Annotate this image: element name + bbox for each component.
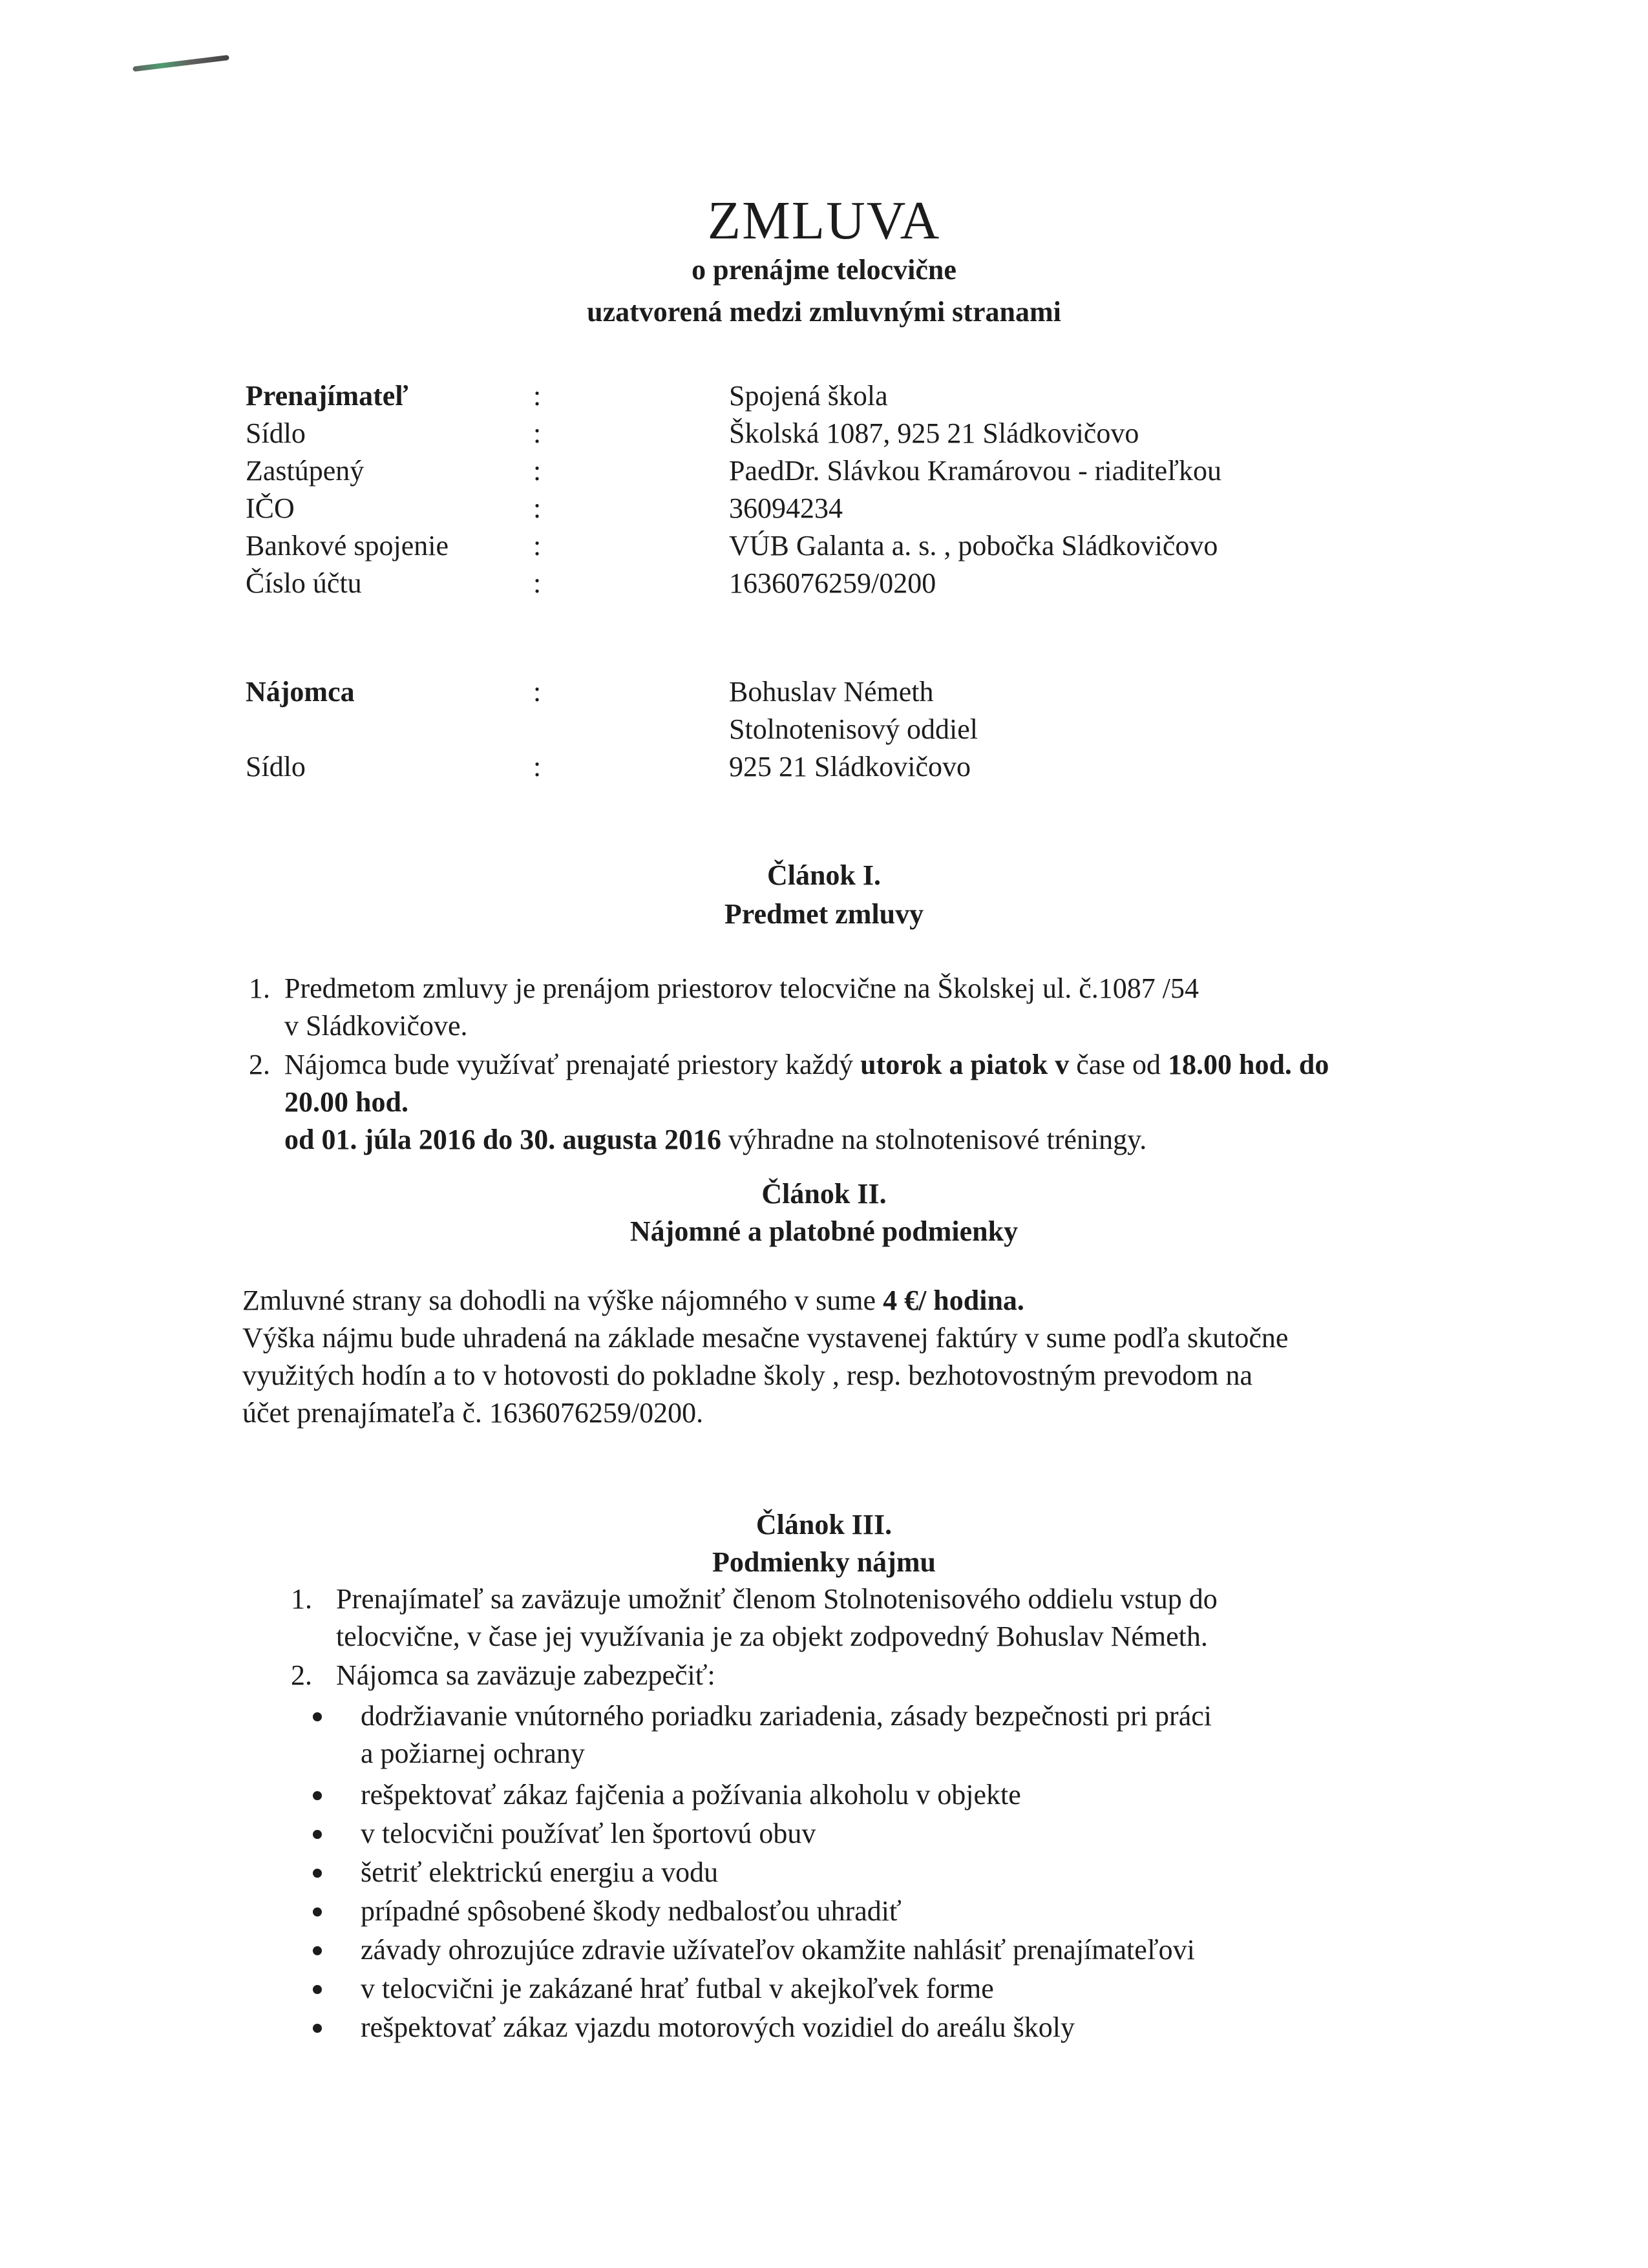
list-item: závady ohrozujúce zdravie užívateľov okamžite nahlásiť prenajímateľovi [361,1934,1195,1966]
bullet-icon [313,1830,322,1839]
rental-price: 4 €/ hodina. [883,1285,1024,1316]
landlord-seat-value: Školská 1087, 925 21 Sládkovičovo [729,417,1139,449]
list-item: dodržiavanie vnútorného poriadku zariadenia, zásady bezpečnosti pri práci [361,1700,1212,1732]
separator: : [533,676,542,708]
landlord-label: Prenajímateľ [246,380,408,412]
landlord-account-value: 1636076259/0200 [729,567,936,599]
article-1-point-number: 2. [249,1049,270,1080]
separator: : [533,380,542,412]
article-1-point-2-text: Nájomca bude využívať prenajaté priestory každý [284,1049,861,1080]
bullet-icon [313,1985,322,1994]
document-subtitle: o prenájme telocvične [692,254,956,286]
bullet-icon [313,1712,322,1721]
article-2-heading: Článok II. [761,1178,887,1210]
landlord-representative-label: Zastúpený [246,455,364,487]
article-2-line [242,1283,1024,1319]
landlord-ico-label: IČO [246,492,295,524]
article-1-point-2-line [284,1122,1146,1158]
article-1-point-1-line: Predmetom zmluvy je prenájom priestorov telocvične na Školskej ul. č.1087 /54 [284,972,1199,1004]
list-item: v telocvični je zakázané hrať futbal v akejkoľvek forme [361,1973,994,2004]
landlord-bank-label: Bankové spojenie [246,530,449,562]
article-1-point-1-line: v Sládkovičove. [284,1010,468,1042]
tenant-name: Bohuslav Németh [729,676,934,708]
tenant-label: Nájomca [246,676,355,708]
article-1-heading: Článok I. [766,859,882,891]
article-2-title: Nájomné a platobné podmienky [629,1215,1019,1247]
list-item: rešpektovať zákaz fajčenia a požívania alkoholu v objekte [361,1779,1021,1811]
list-item: rešpektovať zákaz vjazdu motorových vozidiel do areálu školy [361,2011,1075,2043]
separator: : [533,567,542,599]
list-item: a požiarnej ochrany [361,1738,585,1769]
article-3-point-number: 2. [291,1659,312,1691]
article-1-title: Predmet zmluvy [724,898,924,930]
tenant-organization: Stolnotenisový oddiel [729,713,978,745]
list-item: v telocvični používať len športovú obuv [361,1818,816,1849]
list-item: šetriť elektrickú energiu a vodu [361,1856,719,1888]
bullet-icon [313,1869,322,1878]
article-2-line: Výška nájmu bude uhradená na základe mesačne vystavenej faktúry v sume podľa skutočne [242,1322,1289,1354]
tenant-seat-value: 925 21 Sládkovičovo [729,751,971,782]
landlord-representative-value: PaedDr. Slávkou Kramárovou - riaditeľkou [729,455,1222,487]
bullet-icon [313,1907,322,1916]
article-3-point-1-line: Prenajímateľ sa zaväzuje umožniť členom Stolnotenisového oddielu vstup do [336,1583,1218,1615]
article-1-point-2-text: čase od [1069,1049,1168,1080]
landlord-account-label: Číslo účtu [246,567,362,599]
article-2-text: Zmluvné strany sa dohodli na výške nájomného v sume [242,1285,883,1316]
article-1-point-2-line [284,1047,1329,1083]
bullet-icon [313,1946,322,1955]
document-title: ZMLUVA [707,191,941,251]
article-3-heading: Článok III. [755,1509,893,1540]
article-3-title: Podmienky nájmu [712,1546,936,1578]
article-1-point-2-text: výhradne na stolnotenisové tréningy. [721,1124,1147,1155]
article-3-point-number: 1. [291,1583,312,1615]
landlord-bank-value: VÚB Galanta a. s. , pobočka Sládkovičovo [729,530,1218,562]
article-1-point-number: 1. [249,972,270,1004]
rental-time-start: 18.00 hod. do [1167,1049,1329,1080]
separator: : [533,492,542,524]
bullet-icon [313,2024,322,2033]
rental-days: utorok a piatok v [860,1049,1070,1080]
separator: : [533,751,542,782]
list-item: prípadné spôsobené škody nedbalosťou uhradiť [361,1895,902,1927]
separator: : [533,417,542,449]
article-3-point-2-text: Nájomca sa zaväzuje zabezpečiť: [336,1659,715,1691]
separator: : [533,455,542,487]
article-2-line: účet prenajímateľa č. 1636076259/0200. [242,1397,704,1429]
article-3-point-1-line: telocvične, v čase jej využívania je za objekt zodpovedný Bohuslav Németh. [336,1621,1208,1652]
separator: : [533,530,542,562]
landlord-ico-value: 36094234 [729,492,843,524]
landlord-name: Spojená škola [729,380,888,412]
rental-time-end: 20.00 hod. [284,1086,408,1118]
scan-mark [132,55,229,72]
rental-period: od 01. júla 2016 do 30. augusta 2016 [284,1124,722,1155]
article-2-line: využitých hodín a to v hotovosti do pokladne školy , resp. bezhotovostným prevodom na [242,1360,1253,1391]
landlord-seat-label: Sídlo [246,417,306,449]
bullet-icon [313,1791,322,1800]
tenant-seat-label: Sídlo [246,751,306,782]
document-subtitle-parties: uzatvorená medzi zmluvnými stranami [587,296,1061,328]
